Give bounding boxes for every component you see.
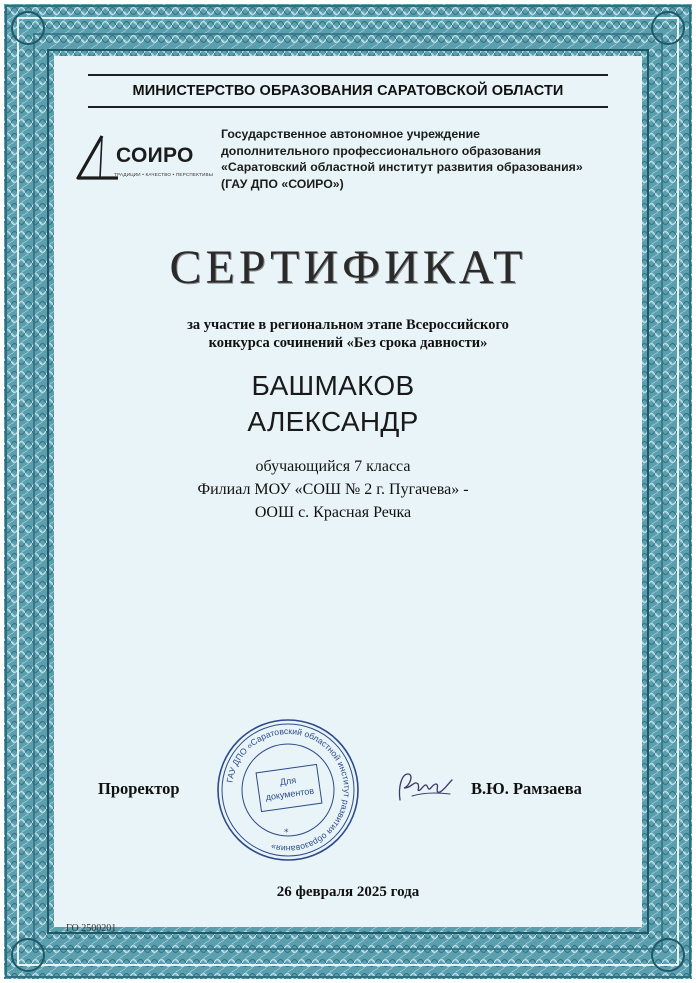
institution-line: «Саратовский областной институт развития образования» <box>221 160 583 174</box>
handwritten-signature <box>394 766 456 806</box>
institution-line: Государственное автономное учреждение <box>221 127 480 141</box>
detail-line: Филиал МОУ «СОШ № 2 г. Пугачева» - <box>197 481 469 498</box>
detail-line: ООШ с. Красная Речка <box>254 504 412 521</box>
stamp-ring-text: ГАУ ДПО «Саратовский областной институт развития образования» <box>224 725 353 855</box>
reason-line: конкурса сочинений «Без срока давности» <box>208 335 488 351</box>
institution-line: дополнительного профессионального образования <box>221 143 542 158</box>
institution-name <box>221 126 641 192</box>
stamp-center <box>256 764 323 812</box>
certificate-title: СЕРТИФИКАТ <box>169 241 527 294</box>
issue-date: 26 февраля 2025 года <box>276 884 420 900</box>
detail-line: обучающийся 7 класса <box>255 458 411 475</box>
stamp-inner-line: Для <box>279 774 297 788</box>
recipient-surname: БАШМАКОВ <box>251 370 415 401</box>
signatory-name: В.Ю. Рамзаева <box>471 779 582 798</box>
award-reason <box>0 316 696 352</box>
serial-number: ГО 2500201 <box>66 923 117 934</box>
logo-name: СОИРО <box>116 144 194 167</box>
reason-line: за участие в региональном этапе Всероссийского <box>187 317 509 333</box>
soiro-logo <box>74 130 214 192</box>
institution-line: (ГАУ ДПО «СОИРО») <box>221 176 344 191</box>
logo-tagline: ТРАДИЦИИ • КАЧЕСТВО • ПЕРСПЕКТИВЫ <box>114 172 214 177</box>
stamp-star: * <box>284 828 289 838</box>
stamp-inner-line: документов <box>265 785 315 803</box>
recipient-given-name: АЛЕКСАНДР <box>247 406 419 437</box>
recipient-details <box>0 455 666 524</box>
recipient-name <box>0 368 666 440</box>
official-stamp <box>214 716 362 864</box>
signatory-role: Проректор <box>98 779 180 798</box>
ministry-header: МИНИСТЕРСТВО ОБРАЗОВАНИЯ САРАТОВСКОЙ ОБЛАСТИ <box>88 74 608 108</box>
